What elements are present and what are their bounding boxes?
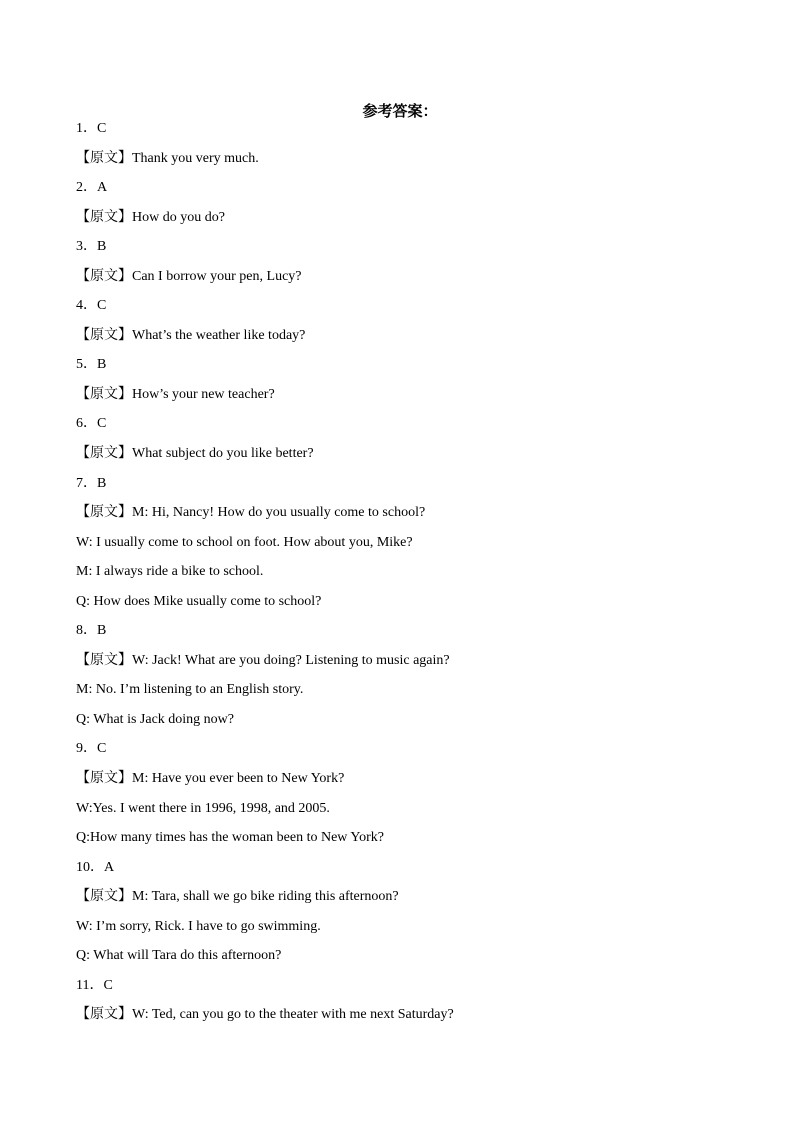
answer-line: 5．B: [76, 357, 107, 373]
transcript-line: 【原文】Can I borrow your pen, Lucy?: [76, 268, 302, 284]
transcript-line: M: No. I’m listening to an English story.: [76, 682, 304, 698]
transcript-line: W: I’m sorry, Rick. I have to go swimming.: [76, 918, 321, 934]
transcript-line: Q: What is Jack doing now?: [76, 711, 234, 727]
answer-line: 9．C: [76, 741, 107, 757]
transcript-line: 【原文】W: Ted, can you go to the theater with me next Saturday?: [76, 1007, 454, 1023]
page-title: 参考答案：: [362, 104, 438, 120]
answer-list: [76, 117, 756, 1033]
transcript-line: M: I always ride a bike to school.: [76, 564, 264, 580]
answer-line: 11．C: [76, 977, 113, 993]
transcript-line: Q:How many times has the woman been to New York?: [76, 830, 384, 846]
answer-line: 2．A: [76, 180, 108, 196]
transcript-line: 【原文】Thank you very much.: [76, 150, 259, 166]
transcript-line: 【原文】What subject do you like better?: [76, 446, 314, 462]
transcript-line: Q: How does Mike usually come to school?: [76, 593, 322, 609]
transcript-line: 【原文】How’s your new teacher?: [76, 386, 275, 402]
answer-line: 7．B: [76, 475, 107, 491]
answer-line: 1．C: [76, 121, 107, 136]
answer-line: 3．B: [76, 239, 107, 255]
transcript-line: 【原文】M: Tara, shall we go bike riding this afternoon?: [76, 889, 399, 905]
answer-line: 8．B: [76, 623, 107, 639]
transcript-line: 【原文】W: Jack! What are you doing? Listening to music again?: [76, 652, 450, 668]
transcript-line: W: I usually come to school on foot. How about you, Mike?: [76, 534, 413, 550]
answer-line: 4．C: [76, 298, 107, 314]
transcript-line: Q: What will Tara do this afternoon?: [76, 948, 282, 964]
transcript-line: 【原文】M: Hi, Nancy! How do you usually come to school?: [76, 505, 426, 521]
transcript-line: 【原文】What’s the weather like today?: [76, 327, 306, 343]
transcript-line: W:Yes. I went there in 1996, 1998, and 2005.: [76, 800, 330, 816]
transcript-line: 【原文】How do you do?: [76, 209, 225, 225]
answer-line: 10．A: [76, 859, 115, 875]
answer-line: 6．C: [76, 416, 107, 432]
transcript-line: 【原文】M: Have you ever been to New York?: [76, 771, 345, 787]
